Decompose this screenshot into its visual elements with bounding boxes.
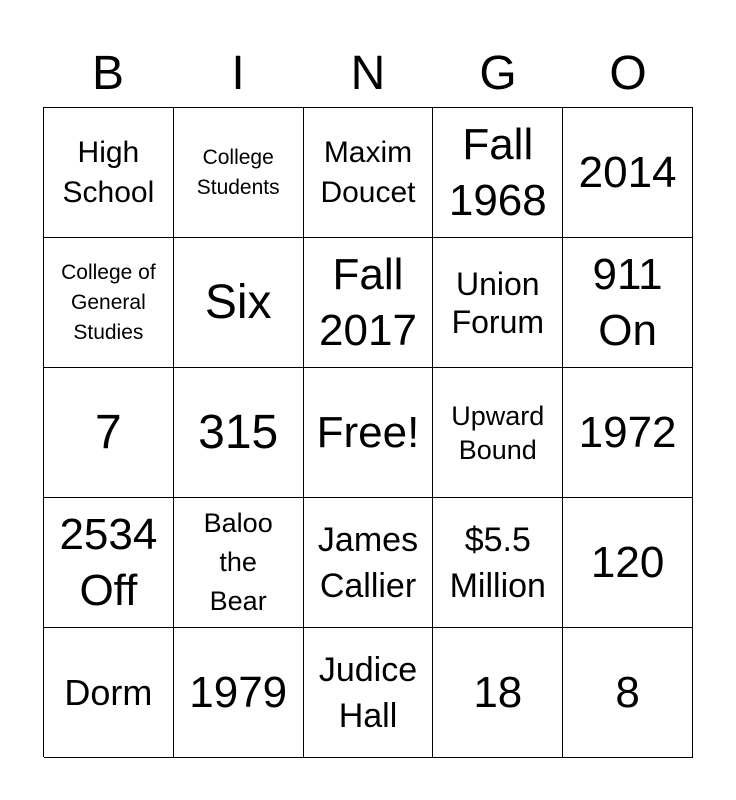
bingo-cell[interactable]: 1979: [174, 628, 304, 758]
bingo-cell[interactable]: College Students: [174, 108, 304, 238]
bingo-cell[interactable]: 911 On: [563, 238, 693, 368]
header-letter-o: O: [609, 47, 647, 100]
bingo-cell[interactable]: Six: [174, 238, 304, 368]
bingo-cell[interactable]: James Callier: [304, 498, 434, 628]
bingo-cell[interactable]: Dorm: [44, 628, 174, 758]
bingo-cell[interactable]: Upward Bound: [433, 368, 563, 498]
bingo-cell[interactable]: 315: [174, 368, 304, 498]
bingo-cell[interactable]: 8: [563, 628, 693, 758]
bingo-cell[interactable]: 7: [44, 368, 174, 498]
bingo-board: [43, 107, 693, 757]
bingo-cell[interactable]: 1972: [563, 368, 693, 498]
header-letter-b: B: [91, 47, 124, 100]
bingo-cell[interactable]: Fall 1968: [433, 108, 563, 238]
board-row: [44, 238, 693, 368]
bingo-cell[interactable]: $5.5 Million: [433, 498, 563, 628]
header-letter-g: G: [479, 47, 517, 100]
board-row: [44, 498, 693, 628]
bingo-cell[interactable]: Fall 2017: [304, 238, 434, 368]
bingo-cell[interactable]: College of General Studies: [44, 238, 174, 368]
board-row: [44, 628, 693, 758]
board-row: [44, 368, 693, 498]
bingo-cell[interactable]: Judice Hall: [304, 628, 434, 758]
bingo-cell[interactable]: High School: [44, 108, 174, 238]
free-space-cell[interactable]: Free!: [304, 368, 434, 498]
bingo-cell[interactable]: 2534 Off: [44, 498, 174, 628]
bingo-cell[interactable]: 18: [433, 628, 563, 758]
bingo-cell[interactable]: Union Forum: [433, 238, 563, 368]
header-letter-i: I: [231, 47, 245, 100]
bingo-cell[interactable]: Maxim Doucet: [304, 108, 434, 238]
bingo-header: [43, 42, 693, 106]
board-row: [44, 108, 693, 238]
header-letter-n: N: [350, 47, 386, 100]
bingo-cell[interactable]: 2014: [563, 108, 693, 238]
bingo-cell[interactable]: 120: [563, 498, 693, 628]
bingo-cell[interactable]: Baloo the Bear: [174, 498, 304, 628]
